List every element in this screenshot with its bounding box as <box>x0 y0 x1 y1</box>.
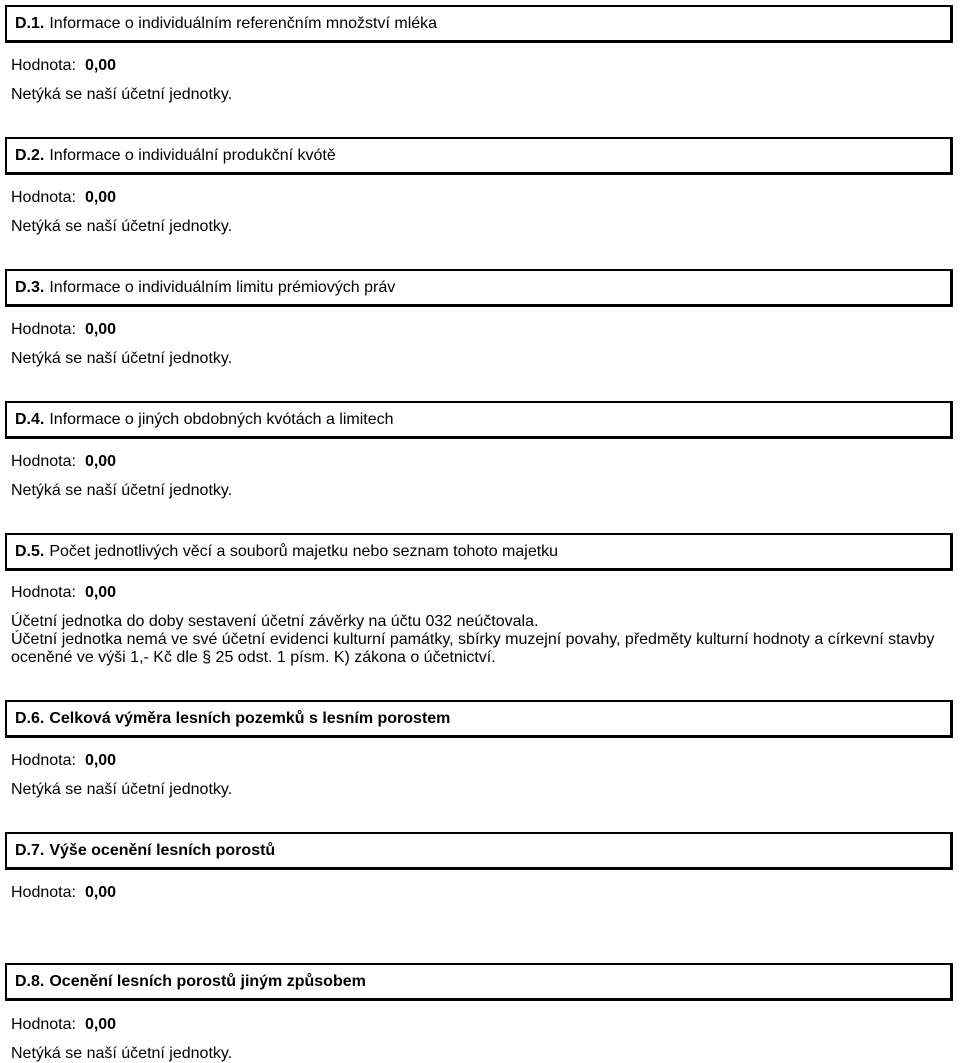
not-applicable-text-d2: Netýká se naší účetní jednotky. <box>11 218 233 235</box>
value-row-d3 <box>11 321 116 339</box>
value-number: 0,00 <box>84 57 117 74</box>
value-row-d7 <box>11 884 116 902</box>
value-label: Hodnota: <box>11 57 76 74</box>
value-label: Hodnota: <box>11 453 76 470</box>
section-title: Informace o individuálním referenčním množství mléka <box>49 14 438 32</box>
section-title: Informace o jiných obdobných kvótách a limitech <box>49 410 394 428</box>
value-label: Hodnota: <box>11 752 76 769</box>
section-number: D.2. <box>15 146 45 164</box>
section-header-d6 <box>5 700 953 738</box>
value-label: Hodnota: <box>11 1016 76 1033</box>
value-label: Hodnota: <box>11 584 76 601</box>
value-number: 0,00 <box>84 189 117 206</box>
value-row-d5 <box>11 584 116 602</box>
section-header-d2 <box>5 137 953 175</box>
not-applicable-text-d1: Netýká se naší účetní jednotky. <box>11 86 233 103</box>
not-applicable-text-d3: Netýká se naší účetní jednotky. <box>11 350 233 367</box>
section-number: D.7. <box>15 841 45 859</box>
value-label: Hodnota: <box>11 884 76 901</box>
value-row-d4 <box>11 453 116 471</box>
section-title: Informace o individuální produkční kvótě <box>49 146 336 164</box>
section-title: Počet jednotlivých věcí a souborů majetku nebo seznam tohoto majetku <box>49 542 559 560</box>
section-number: D.8. <box>15 972 45 990</box>
not-applicable-text-d6: Netýká se naší účetní jednotky. <box>11 781 233 798</box>
section-title: Celková výměra lesních pozemků s lesním porostem <box>49 709 451 727</box>
section-title: Výše ocenění lesních porostů <box>49 841 276 859</box>
section-number: D.3. <box>15 278 45 296</box>
value-number: 0,00 <box>84 584 117 601</box>
section-header-d1 <box>5 5 953 43</box>
section-header-d3 <box>5 269 953 307</box>
value-row-d8 <box>11 1016 116 1034</box>
section-header-d8 <box>5 963 953 1001</box>
section-header-d5 <box>5 533 953 571</box>
note-paragraph: Účetní jednotka do doby sestavení účetní závěrky na účtu 032 neúčtovala. <box>11 613 539 630</box>
value-number: 0,00 <box>84 884 117 901</box>
section-header-d4 <box>5 401 953 439</box>
value-label: Hodnota: <box>11 321 76 338</box>
value-number: 0,00 <box>84 453 117 470</box>
section-number: D.6. <box>15 709 45 727</box>
section-title: Informace o individuálním limitu prémiových práv <box>49 278 396 296</box>
value-row-d1 <box>11 57 116 75</box>
section-number: D.4. <box>15 410 45 428</box>
not-applicable-text-d4: Netýká se naší účetní jednotky. <box>11 482 233 499</box>
section-d5-notes <box>11 613 951 667</box>
value-label: Hodnota: <box>11 189 76 206</box>
value-number: 0,00 <box>84 752 117 769</box>
section-title: Ocenění lesních porostů jiným způsobem <box>49 972 366 990</box>
value-row-d2 <box>11 189 116 207</box>
note-paragraph: Účetní jednotka nemá ve své účetní evidenci kulturní památky, sbírky muzejní povahy, předměty kulturní hodnoty a církevní stavby oceněné ve výši 1,- Kč dle § 25 odst. 1 písm. K) zákona o účetnictví. <box>11 631 935 666</box>
value-number: 0,00 <box>84 321 117 338</box>
value-number: 0,00 <box>84 1016 117 1033</box>
section-number: D.1. <box>15 14 45 32</box>
value-row-d6 <box>11 752 116 770</box>
not-applicable-text-d8: Netýká se naší účetní jednotky. <box>11 1045 233 1062</box>
section-number: D.5. <box>15 542 45 560</box>
section-header-d7 <box>5 832 953 870</box>
